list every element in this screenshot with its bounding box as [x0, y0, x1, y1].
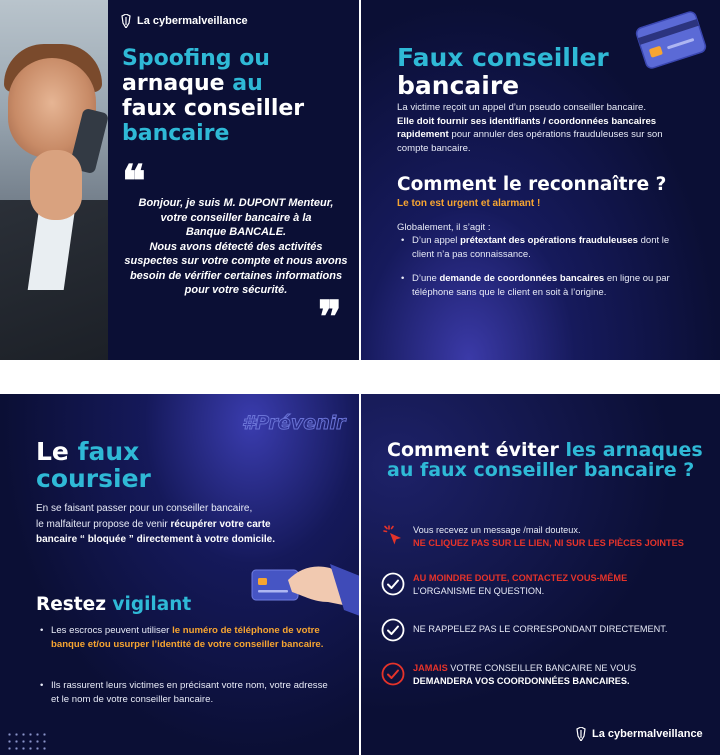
quote-line: votre conseiller bancaire à la — [160, 211, 312, 224]
brand-logo — [121, 14, 248, 28]
close-quote-icon: ❞ — [318, 292, 342, 343]
tip-item — [381, 572, 711, 598]
tip-warning: AU MOINDRE DOUTE, CONTACTEZ VOUS-MÊME — [413, 573, 628, 583]
bullet-fragment: dont le client n’a pas connaissance. — [412, 235, 670, 260]
title-word: faux — [77, 437, 140, 466]
cursor-click-icon — [381, 524, 405, 548]
man-on-phone-photo — [0, 0, 108, 360]
hashtag-prevenir: #Prévenir — [242, 412, 346, 434]
list-item — [40, 679, 330, 707]
intro-fragment: bancaires — [611, 115, 657, 127]
quote-line: besoin de vérifier certaines informations — [129, 269, 343, 282]
panel-spoofing — [0, 0, 359, 360]
panel2-title — [397, 44, 609, 100]
tip-text: NE RAPPELEZ PAS LE CORRESPONDANT DIRECTEMENT. — [413, 624, 668, 634]
intro-fragment: directement à votre domicile. — [136, 534, 275, 545]
title-line: Faux conseiller — [397, 43, 609, 72]
dot-pattern — [6, 731, 48, 751]
open-quote-icon: ❝ — [122, 156, 146, 207]
recognize-subheading: Le ton est urgent et alarmant ! — [397, 198, 541, 209]
panel-faux-conseiller — [361, 0, 720, 360]
intro-line: En se faisant passer pour un conseiller bancaire, — [36, 503, 253, 514]
recognize-heading: Comment le reconnaître ? — [397, 174, 667, 195]
tip-text: VOTRE CONSEILLER BANCAIRE NE VOUS — [450, 663, 637, 673]
title-line: bancaire — [397, 71, 520, 100]
tip-text: DEMANDERA VOS COORDONNÉES BANCAIRES. — [413, 676, 630, 686]
brand-logo — [576, 727, 703, 741]
intro-line: La victime reçoit un appel d’un pseudo conseiller bancaire. — [397, 102, 647, 113]
globalement-label: Globalement, il s’agit : — [397, 222, 491, 233]
panel1-title — [122, 46, 304, 146]
intro-line: compte bancaire. — [397, 142, 471, 154]
check-circle-icon — [381, 662, 405, 686]
heading-word: Restez — [36, 594, 106, 615]
bullet-fragment: D’une — [412, 273, 437, 284]
hand-with-card-icon — [248, 554, 359, 624]
tip-text: L’ORGANISME EN QUESTION. — [413, 586, 545, 596]
bullet-fragment: Les escrocs peuvent utiliser — [51, 625, 170, 636]
heading-word: vigilant — [112, 594, 192, 615]
title-line: faux conseiller — [122, 96, 305, 121]
brand-name: La cybermalveillance — [137, 15, 248, 27]
scam-quote — [112, 196, 359, 298]
bullet-highlight: prétextant des opérations frauduleuses — [460, 235, 638, 246]
intro-fragment: rapidement — [397, 129, 449, 140]
check-circle-icon — [381, 618, 405, 642]
intro-highlight: fournir ses identifiants / coordonnées — [436, 115, 609, 127]
list-item — [40, 624, 330, 652]
title-fragment: Comment éviter — [387, 439, 559, 461]
panel3-title — [36, 438, 151, 492]
quote-line: Banque BANCALE. — [185, 226, 287, 238]
shield-logo-icon — [576, 727, 586, 741]
title-line: coursier — [36, 464, 151, 493]
intro-fragment: pour annuler des opérations frauduleuses sur son — [451, 129, 663, 140]
check-circle-icon — [381, 572, 405, 596]
bank-card-icon — [634, 9, 708, 71]
quote-line: suspectes sur votre compte et nous avons — [124, 255, 348, 267]
quote-line: pour votre sécurité. — [184, 284, 288, 296]
bullet-fragment: D’un appel — [412, 235, 458, 246]
panel-faux-coursier — [0, 394, 359, 755]
brand-name: La cybermalveillance — [592, 728, 703, 740]
tip-item — [381, 618, 711, 642]
title-line: Spoofing ou — [122, 46, 270, 71]
panel3-intro — [36, 501, 336, 548]
bullet-highlight: le numéro de téléphone de votre banque et/ou usurper l’identité de votre conseiller bancaire. — [51, 625, 324, 650]
vigilant-heading — [36, 594, 191, 615]
tip-warning: JAMAIS — [413, 663, 448, 673]
bullet-fragment: en ligne ou par téléphone sans que le client en soit à l’origine. — [412, 273, 670, 298]
intro-fragment: Elle doit — [397, 115, 435, 127]
panel4-title — [387, 440, 720, 480]
tip-warning: NE CLIQUEZ PAS SUR LE LIEN, NI SUR LES PIÈCES JOINTES — [413, 538, 684, 548]
tip-text: Vous recevez un message /mail douteux. — [413, 525, 581, 535]
title-word: arnaque — [122, 71, 225, 96]
title-word: Le — [36, 437, 69, 466]
panel2-intro — [397, 101, 697, 155]
intro-highlight: récupérer votre carte — [170, 518, 271, 530]
intro-fragment: le malfaiteur propose de venir — [36, 518, 168, 530]
quote-line: Nous avons détecté des activités — [149, 240, 323, 253]
quote-line: Bonjour, je suis M. DUPONT Menteur, — [138, 197, 334, 209]
title-fragment: les arnaques au faux conseiller bancaire ? — [387, 439, 703, 481]
tip-item — [381, 524, 711, 550]
list-item — [401, 234, 691, 261]
title-word: au — [232, 71, 263, 96]
title-line: bancaire — [122, 121, 230, 146]
tip-item — [381, 662, 711, 688]
shield-logo-icon — [121, 14, 131, 28]
panel-comment-eviter — [361, 394, 720, 755]
bullet-text: Ils rassurent leurs victimes en précisant votre nom, votre adresse et le nom de votre conseiller bancaire. — [51, 680, 328, 705]
list-item — [401, 272, 691, 299]
intro-highlight: bancaire “ bloquée ” — [36, 534, 134, 545]
bullet-highlight: demande de coordonnées bancaires — [439, 273, 605, 284]
